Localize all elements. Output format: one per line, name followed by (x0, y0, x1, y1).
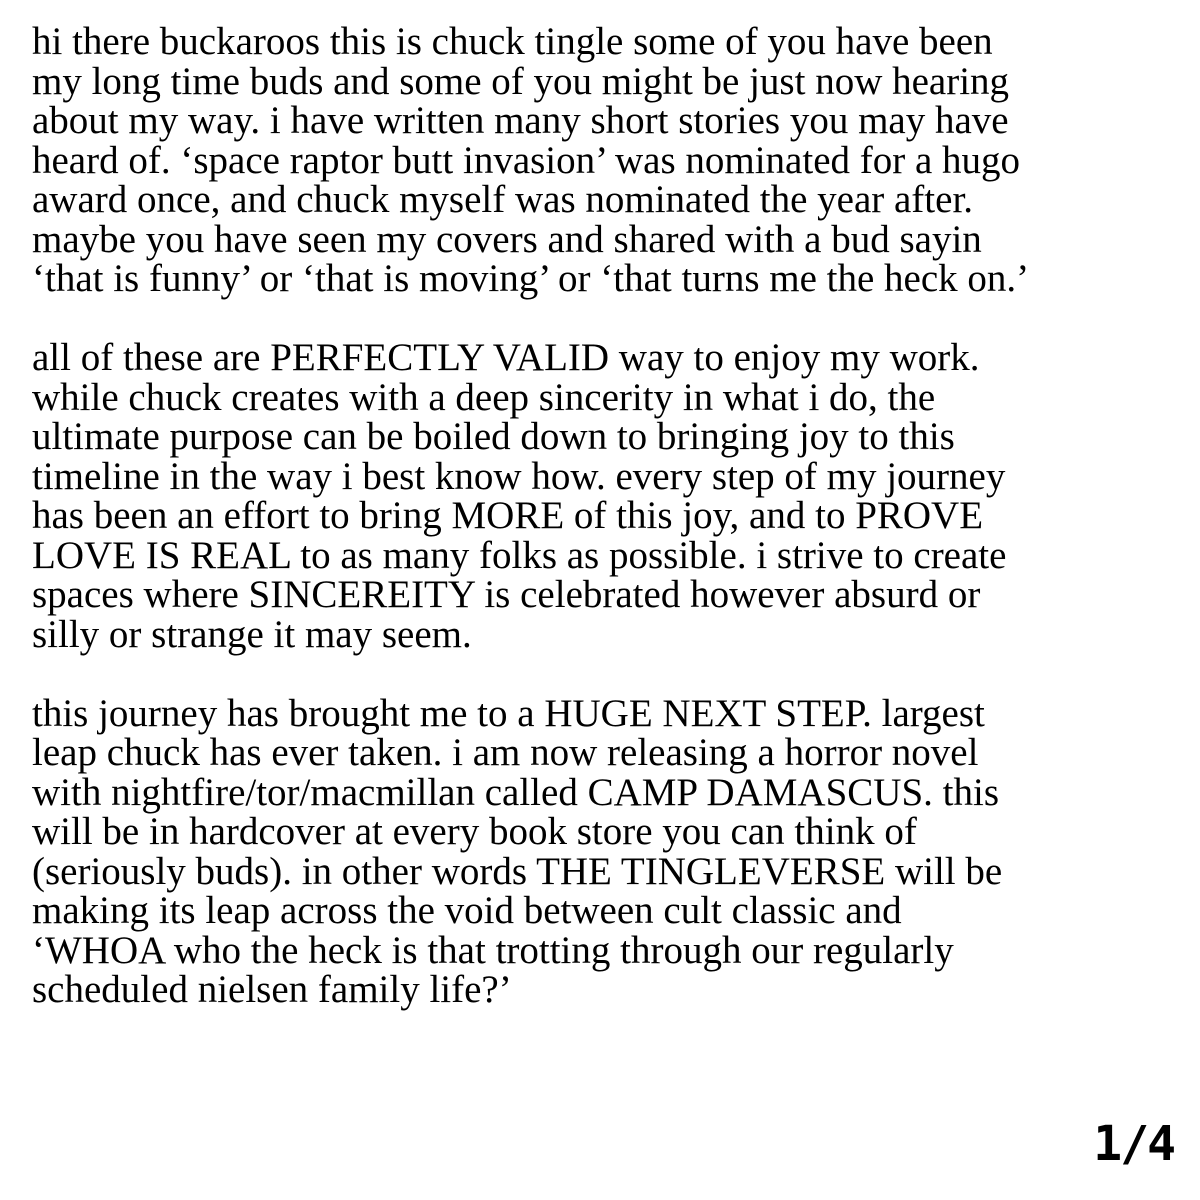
paragraph-purpose (32, 338, 1182, 654)
page-counter: 1/4 (1093, 1116, 1174, 1172)
text-line: scheduled nielsen family life?’ (32, 968, 512, 1011)
text-line: my long time buds and some of you might be just now hearing (32, 59, 1010, 103)
text-line: all of these are PERFECTLY VALID way to enjoy my work. (32, 336, 980, 379)
text-line: about my way. i have written many short stories you may have (32, 99, 1009, 142)
text-line: ‘that is funny’ or ‘that is moving’ or ‘that turns me the heck on.’ (32, 257, 1030, 300)
text-line: maybe you have seen my covers and shared with a bud sayin (32, 217, 982, 261)
text-line: this journey has brought me to a HUGE NEXT STEP. largest (32, 691, 985, 735)
text-line: timeline in the way i best know how. every step of my journey (32, 454, 1006, 498)
text-line: leap chuck has ever taken. i am now releasing a horror novel (32, 731, 979, 774)
paragraph-intro (32, 22, 1182, 299)
text-line: has been an effort to bring MORE of this joy, and to PROVE (32, 494, 984, 537)
text-line: award once, and chuck myself was nominated the year after. (32, 178, 974, 221)
text-line: with nightfire/tor/macmillan called CAMP DAMASCUS. this (32, 770, 1000, 814)
text-line: ultimate purpose can be boiled down to bringing joy to this (32, 415, 955, 458)
text-line: hi there buckaroos this is chuck tingle some of you have been (32, 20, 993, 63)
paragraph-announcement (32, 691, 1182, 1011)
text-line: making its leap across the void between cult classic and (32, 889, 902, 932)
text-line: silly or strange it may seem. (32, 612, 472, 656)
text-line: heard of. ‘space raptor butt invasion’ was nominated for a hugo (32, 138, 1021, 182)
text-line: while chuck creates with a deep sincerity in what i do, the (32, 375, 936, 419)
text-line: (seriously buds). in other words THE TINGLEVERSE will be (32, 849, 1003, 893)
text-line: ‘WHOA who the heck is that trotting through our regularly (32, 928, 954, 972)
text-line: LOVE IS REAL to as many folks as possible. i strive to create (32, 533, 1007, 577)
text-line: spaces where SINCEREITY is celebrated however absurd or (32, 573, 981, 616)
post-body (32, 22, 1182, 1010)
text-line: will be in hardcover at every book store you can think of (32, 810, 917, 853)
